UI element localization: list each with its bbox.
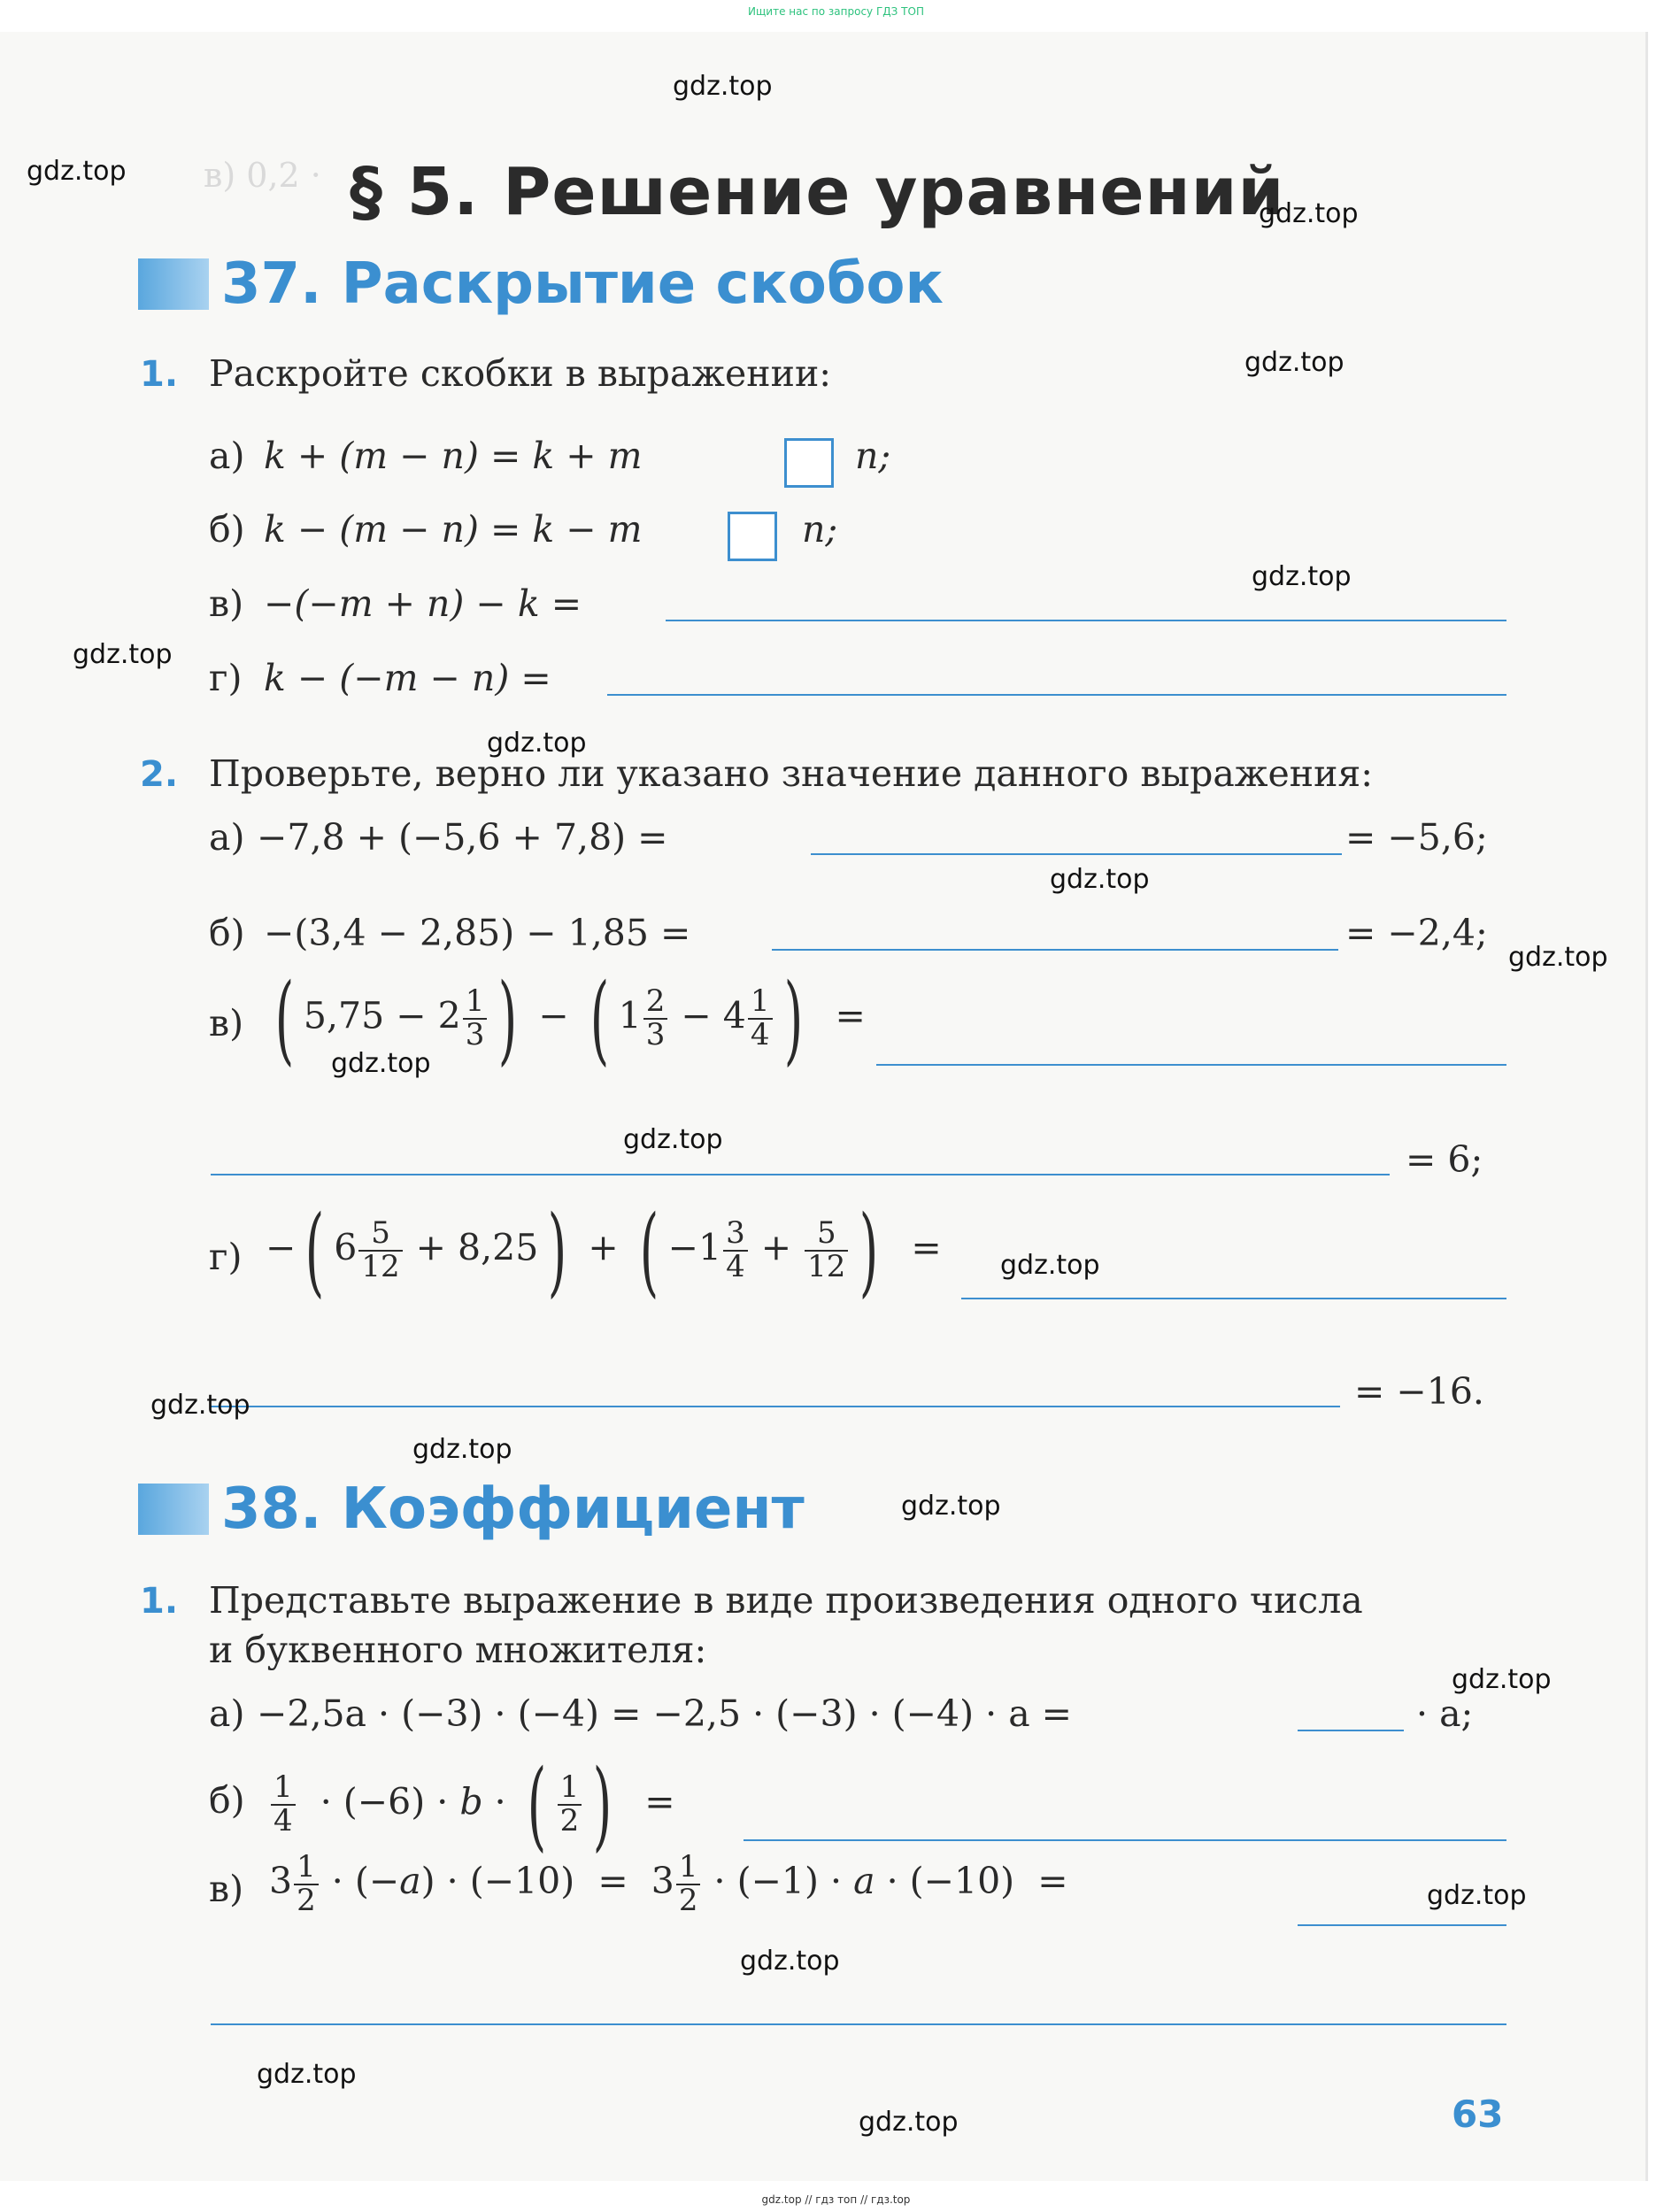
math-expression: −(3,4 − 2,85) − 1,85 =: [264, 912, 691, 954]
item-label: а): [209, 1692, 245, 1735]
watermark: gdz.top: [150, 1390, 250, 1421]
task-text: Представьте выражение в виде произведения одного числа: [209, 1579, 1363, 1622]
item-label: в): [209, 582, 244, 625]
task-number: 1.: [140, 1581, 179, 1622]
section-38-title: 38. Коэффициент: [221, 1476, 805, 1542]
answer-line[interactable]: [1298, 1730, 1404, 1731]
watermark: gdz.top: [27, 156, 127, 187]
watermark: gdz.top: [1000, 1250, 1100, 1281]
math-expression: [264, 582, 582, 625]
answer-line[interactable]: [666, 620, 1506, 621]
watermark: gdz.top: [1244, 347, 1345, 378]
item-label: в): [209, 1002, 244, 1044]
math-tail-text: n;: [855, 435, 891, 477]
footer-links: gdz.top // гдз топ // гдз.top: [761, 2193, 911, 2206]
answer-box[interactable]: [728, 512, 777, 561]
task-text: Проверьте, верно ли указано значение данного выражения:: [209, 752, 1374, 795]
chapter-title: § 5. Решение уравнений: [350, 154, 1285, 230]
answer-line[interactable]: [1298, 1924, 1506, 1926]
watermark: gdz.top: [859, 2107, 959, 2138]
math-expression-text: k + (m − n) = k + m: [264, 435, 643, 477]
math-expression-fractions: ( 5,75 − 2 $\frac{1}{3}$ ) − ( 1 $\frac{2}{3}$ − 4 $\frac{1}{4}$ ) =: [274, 962, 866, 1075]
math-tail: [802, 508, 837, 551]
math-tail-text: n;: [802, 508, 838, 551]
math-expression-text: k − (m − n) = k − m: [264, 508, 643, 551]
textbook-page: [0, 32, 1648, 2181]
section-38-bar: [138, 1484, 209, 1535]
math-expression-text: k − (−m − n) =: [264, 657, 551, 699]
watermark: gdz.top: [901, 1491, 1001, 1522]
expected-result: = 6;: [1406, 1138, 1483, 1181]
watermark: gdz.top: [412, 1434, 512, 1465]
answer-line[interactable]: [607, 694, 1506, 696]
section-37-title: 37. Раскрытие скобок: [221, 251, 944, 317]
watermark: gdz.top: [1508, 942, 1608, 973]
answer-box[interactable]: [784, 438, 834, 488]
answer-line[interactable]: [744, 1839, 1506, 1841]
answer-line[interactable]: [811, 853, 1342, 855]
watermark: gdz.top: [623, 1124, 723, 1155]
task-text: и буквенного множителя:: [209, 1629, 707, 1671]
watermark: gdz.top: [1252, 561, 1352, 592]
item-label: б): [209, 912, 245, 954]
top-banner: Ищите нас по запросу ГДЗ ТОП: [748, 5, 924, 18]
watermark: gdz.top: [1259, 198, 1359, 229]
math-tail: · a;: [1416, 1692, 1474, 1735]
answer-line[interactable]: [211, 1406, 1340, 1407]
watermark: gdz.top: [331, 1048, 431, 1079]
item-label: б): [209, 1779, 245, 1822]
expected-result: = −2,4;: [1345, 912, 1488, 954]
item-label: б): [209, 508, 245, 551]
expected-result: = −5,6;: [1345, 816, 1488, 859]
math-expression-fractions: $\frac{1}{4}$ · (−6) · b · ( $\frac{1}{2}$ ) =: [269, 1756, 675, 1854]
math-expression-text: −(−m + n) − k =: [264, 582, 582, 625]
watermark: gdz.top: [1050, 864, 1150, 895]
watermark: gdz.top: [73, 639, 173, 670]
math-expression: −2,5a · (−3) · (−4) = −2,5 · (−3) · (−4) · a =: [257, 1692, 1073, 1735]
watermark: gdz.top: [673, 71, 773, 102]
watermark: gdz.top: [487, 728, 587, 759]
page-number: 63: [1452, 2093, 1504, 2136]
watermark: gdz.top: [1427, 1880, 1527, 1911]
item-label: а): [209, 816, 245, 859]
math-expression: [264, 657, 551, 699]
math-expression-fractions: 3 $\frac{1}{2}$ · (−a) · (−10) = 3 $\frac{1}{2}$ · (−1) · a · (−10) =: [269, 1849, 1068, 1918]
task-text: Раскройте скобки в выражении:: [209, 352, 832, 395]
show-through: в) 0,2 ·: [204, 156, 321, 195]
answer-line[interactable]: [211, 1174, 1390, 1175]
answer-line[interactable]: [961, 1298, 1506, 1299]
answer-line[interactable]: [211, 2023, 1506, 2025]
answer-line[interactable]: [876, 1064, 1506, 1066]
math-tail: [855, 435, 890, 477]
expected-result: = −16.: [1354, 1370, 1484, 1413]
watermark: gdz.top: [257, 2059, 357, 2090]
task-number: 1.: [140, 354, 179, 395]
item-label: г): [209, 657, 243, 699]
task-number: 2.: [140, 754, 179, 795]
math-expression: [264, 435, 643, 477]
math-expression: −7,8 + (−5,6 + 7,8) =: [257, 816, 668, 859]
item-label: г): [209, 1236, 243, 1278]
watermark: gdz.top: [1452, 1664, 1552, 1695]
answer-line[interactable]: [772, 949, 1338, 951]
math-expression: [264, 508, 643, 551]
item-label: а): [209, 435, 245, 477]
math-expression-fractions: −( 6 $\frac{5}{12}$ + 8,25) + ( −1 $\frac{3}{4}$ + $\frac{5}{12}$ ) =: [266, 1194, 942, 1307]
item-label: в): [209, 1868, 244, 1910]
watermark: gdz.top: [740, 1946, 840, 1977]
section-37-bar: [138, 258, 209, 310]
